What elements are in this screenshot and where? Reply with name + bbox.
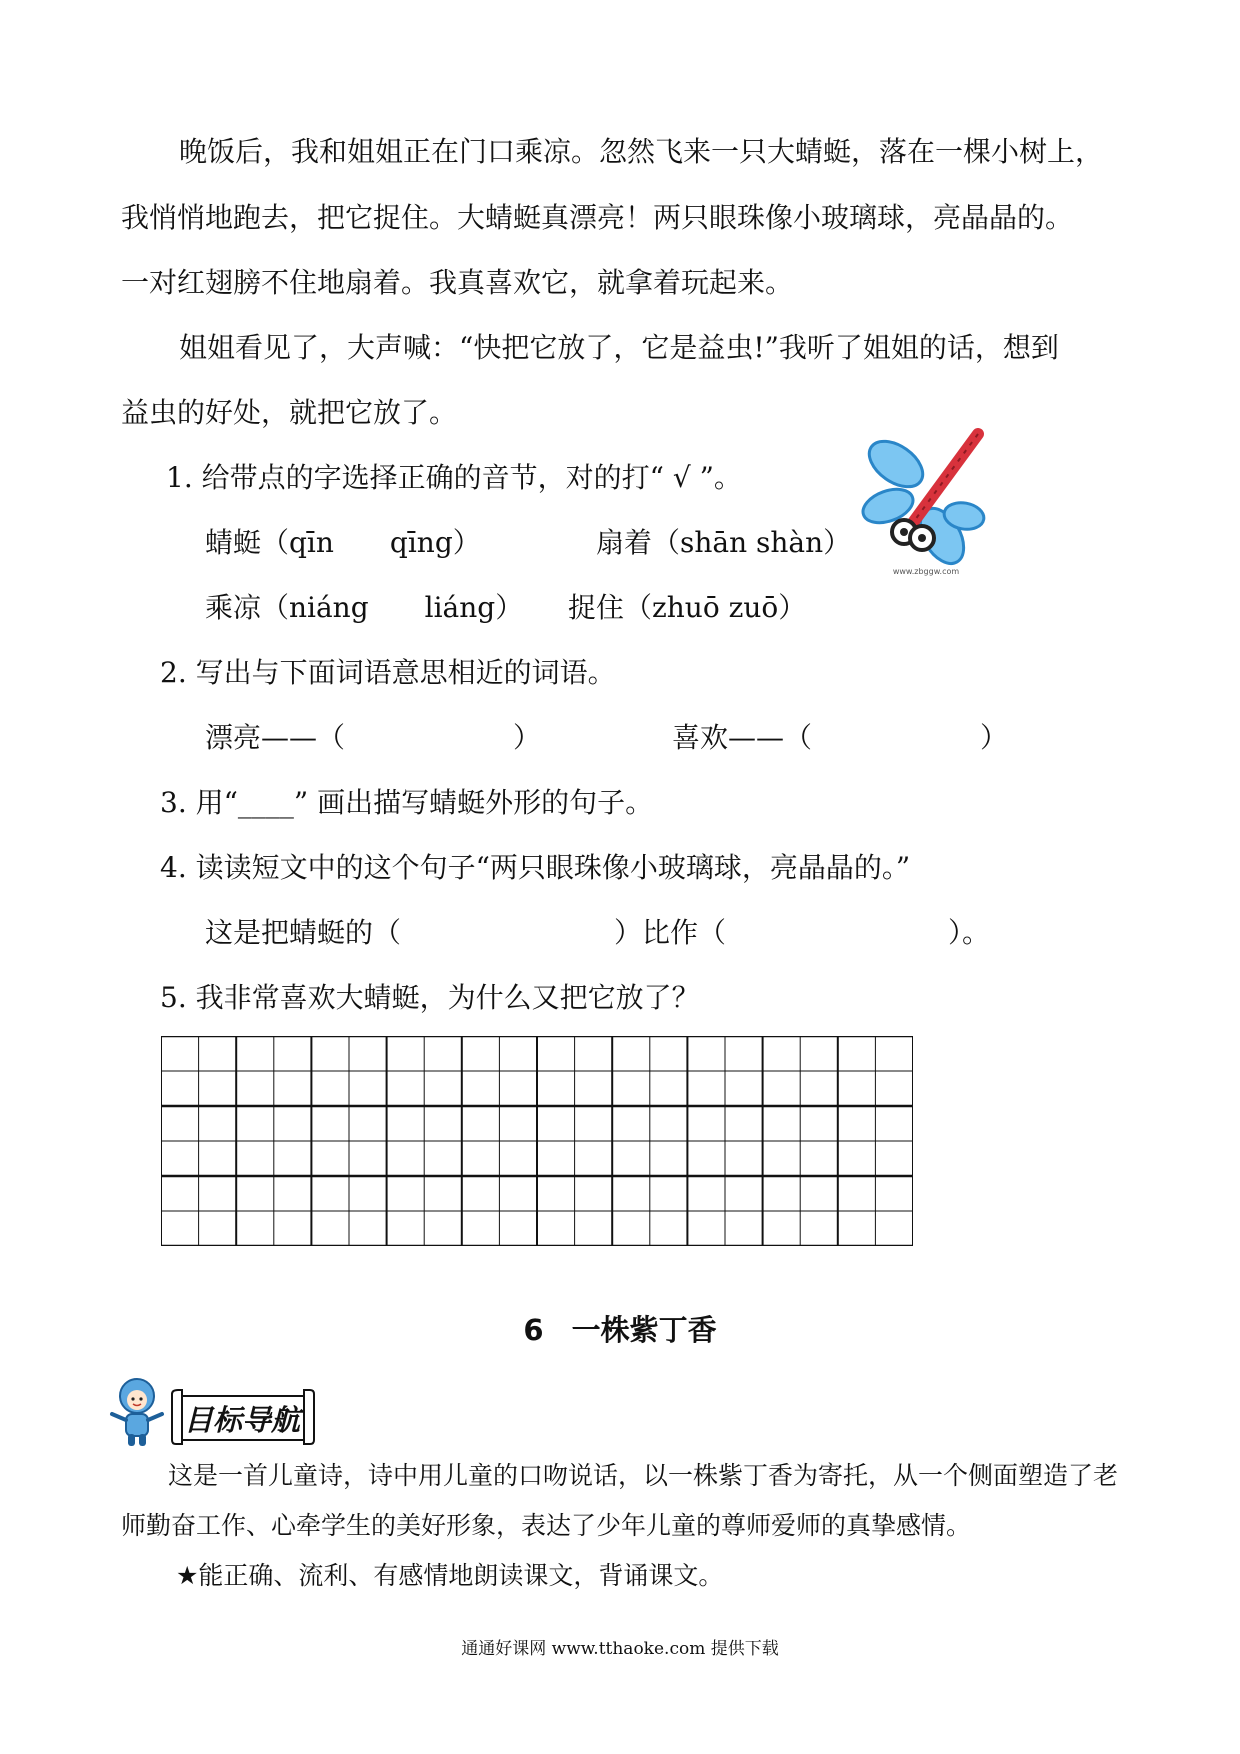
q2-right-blank[interactable]: 喜欢——（ ） (672, 721, 1009, 754)
intro-line: 这是一首儿童诗，诗中用儿童的口吻说话，以一株紫丁香为寄托，从一个侧面塑造了老 (168, 1461, 1119, 1490)
question-5: 5. 我非常喜欢大蜻蜓，为什么又把它放了？ (160, 981, 700, 1014)
answer-writing-grid[interactable] (161, 1036, 913, 1246)
lesson-number: 6 (523, 1313, 544, 1347)
question-1: 1. 给带点的字选择正确的音节，对的打“ √ ”。 (166, 461, 742, 494)
passage-line: 益虫的好处，就把它放了。 (121, 396, 458, 429)
q1-item: 捉住（zhuō zuō） (568, 591, 807, 624)
q4-fill-b[interactable]: ）比作（ (614, 916, 727, 949)
passage-line: 晚饭后，我和姐姐正在门口乘凉。忽然飞来一只大蜻蜓，落在一棵小树上， (179, 135, 1104, 168)
question-2: 2. 写出与下面词语意思相近的词语。 (160, 656, 616, 689)
q1-item: 乘凉（niáng liáng） (205, 591, 524, 624)
question-4: 4. 读读短文中的这个句子“两只眼珠像小玻璃球，亮晶晶的。” (160, 851, 911, 884)
q4-fill-a: 这是把蜻蜓的（ (205, 916, 402, 949)
question-3: 3. 用“____” 画出描写蜻蜓外形的句子。 (160, 786, 654, 819)
passage-line: 姐姐看见了，大声喊：“快把它放了，它是益虫!”我听了姐姐的话，想到 (179, 331, 1059, 364)
q1-item: 扇着（shān shàn） (596, 526, 852, 559)
goal-navigation-label: 目标导航 (184, 1403, 301, 1437)
lesson-title (0, 1308, 1240, 1349)
intro-line: 师勤奋工作、心牵学生的美好形象，表达了少年儿童的尊师爱师的真挚感情。 (121, 1511, 972, 1540)
footer: 通通好课网 www.tthaoke.com 提供下载 (461, 1639, 779, 1659)
q1-item: 蜻蜓（qīn qīng） (205, 526, 481, 559)
q4-fill-c[interactable]: ）。 (948, 916, 991, 949)
dragonfly-picture-icon (860, 428, 992, 576)
q2-left-blank[interactable]: 漂亮——（ ） (205, 721, 542, 754)
objective-line: ★能正确、流利、有感情地朗读课文，背诵课文。 (176, 1561, 724, 1590)
passage-line: 一对红翅膀不住地扇着。我真喜欢它，就拿着玩起来。 (121, 266, 794, 299)
passage-line: 我悄悄地跑去，把它捉住。大蜻蜓真漂亮！两只眼珠像小玻璃球，亮晶晶的。 (121, 201, 1074, 234)
lesson-name: 一株紫丁香 (571, 1313, 717, 1347)
mascot-icon (106, 1374, 168, 1450)
dragonfly-watermark: www.zbggw.com (892, 567, 960, 576)
